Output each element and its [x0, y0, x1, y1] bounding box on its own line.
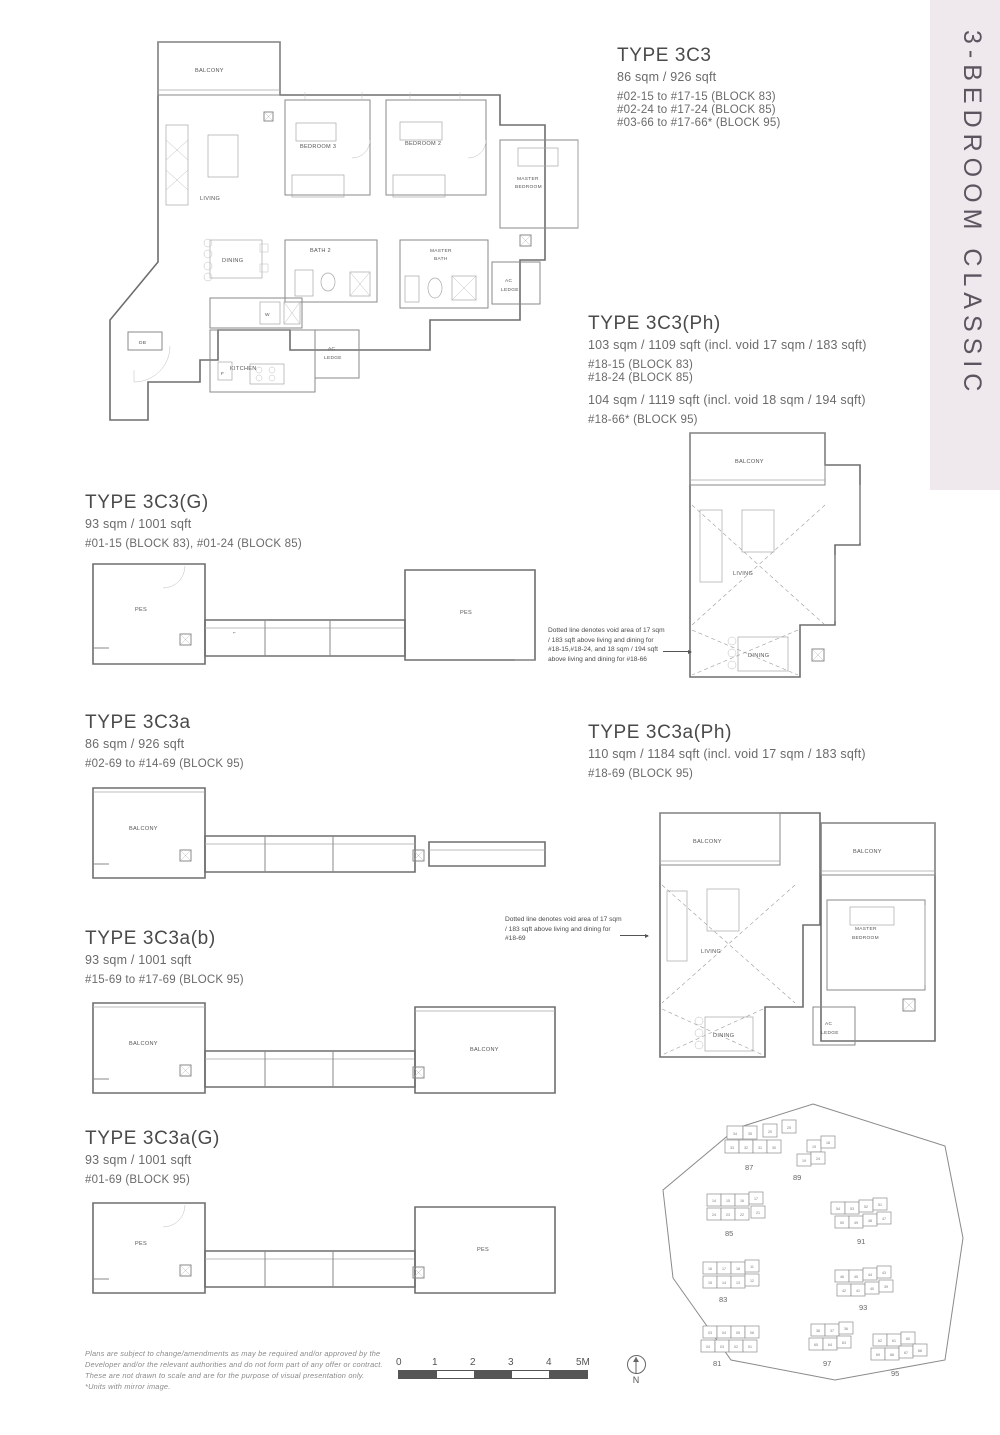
svg-text:49: 49 [854, 1221, 858, 1225]
room-label-ac-ledge: AC [328, 347, 336, 352]
svg-text:35: 35 [748, 1132, 752, 1136]
room-label-dining: DINING [748, 653, 770, 659]
plan-title: TYPE 3C3(G) [85, 492, 209, 513]
room-label-master-bath: MASTER [430, 249, 452, 254]
room-label-db: DB [139, 341, 147, 346]
room-label-ac-ledge: AC [825, 1022, 833, 1027]
plan-heading-3c3aph [588, 722, 948, 781]
svg-text:40: 40 [870, 1287, 874, 1291]
svg-text:03: 03 [708, 1331, 712, 1335]
svg-text:21: 21 [756, 1211, 760, 1215]
svg-text:37: 37 [830, 1329, 834, 1333]
plan-unit: #02-24 to #17-24 (BLOCK 85) [617, 104, 776, 116]
svg-text:64: 64 [828, 1343, 832, 1347]
room-label-pes: PES [135, 1241, 148, 1247]
side-tab-label: 3-BEDROOM CLASSIC [958, 30, 986, 398]
plan-unit: #02-69 to #14-69 (BLOCK 95) [85, 758, 244, 770]
svg-text:24: 24 [712, 1213, 716, 1217]
site-block-label: 89 [793, 1173, 802, 1182]
plan-title: TYPE 3C3(Ph) [588, 313, 721, 334]
room-label-pes: PES [477, 1247, 490, 1253]
svg-text:51: 51 [878, 1203, 882, 1207]
svg-text:04: 04 [722, 1331, 726, 1335]
room-label-ac-ledge: LEDGE [821, 1031, 839, 1036]
plan-area: 93 sqm / 1001 sqft [85, 1153, 192, 1167]
room-label-balcony: BALCONY [129, 1041, 158, 1047]
plan-unit: #18-66* (BLOCK 95) [588, 414, 698, 426]
svg-text:69: 69 [876, 1353, 880, 1357]
room-label-kitchen: KITCHEN [230, 366, 257, 372]
plan-unit: #01-69 (BLOCK 95) [85, 1174, 191, 1186]
site-block-label: 91 [857, 1237, 866, 1246]
plan-area: 86 sqm / 926 sqft [85, 737, 185, 751]
plan-unit: #01-15 (BLOCK 83), #01-24 (BLOCK 85) [85, 538, 302, 550]
svg-text:66: 66 [918, 1349, 922, 1353]
room-label-bath2: BATH 2 [310, 248, 331, 254]
svg-text:38: 38 [816, 1329, 820, 1333]
svg-text:17: 17 [722, 1267, 726, 1271]
svg-text:50: 50 [840, 1221, 844, 1225]
compass [619, 1355, 653, 1385]
svg-text:19: 19 [802, 1159, 806, 1163]
svg-text:16: 16 [708, 1267, 712, 1271]
room-label-balcony: BALCONY [195, 68, 224, 74]
disclaimer-text: Plans are subject to change/amendments as may be required and/or approved by the Developer and/or the relevant authorities and do not form part of any offer or contract. These are not drawn to scale and are for the purpose of visual presentation only. *Units with mirror image. [85, 1349, 383, 1392]
site-block-label: 87 [745, 1163, 754, 1172]
svg-text:15: 15 [708, 1281, 712, 1285]
room-label-living: LIVING [200, 196, 221, 202]
svg-text:06: 06 [750, 1331, 754, 1335]
floorplan-3c3a [85, 780, 565, 890]
svg-text:67: 67 [904, 1351, 908, 1355]
room-label-master-bedroom: MASTER [517, 177, 539, 182]
svg-text:20: 20 [768, 1130, 772, 1134]
room-label-ac-ledge: AC [505, 279, 513, 284]
plan-area-secondary: 104 sqm / 1119 sqft (incl. void 18 sqm / 194 sqft) [588, 393, 866, 407]
svg-text:18: 18 [826, 1141, 830, 1145]
svg-text:04: 04 [706, 1345, 710, 1349]
room-label-balcony: BALCONY [129, 826, 158, 832]
room-label-balcony: BALCONY [470, 1047, 499, 1053]
svg-text:44: 44 [868, 1273, 872, 1277]
void-note-1-arrow [663, 651, 691, 652]
plan-heading-3c3a [85, 712, 415, 771]
room-label-fridge: F [221, 372, 225, 377]
floorplan-3c3aph [615, 785, 955, 1075]
plan-area: 93 sqm / 1001 sqft [85, 953, 192, 967]
svg-text:65: 65 [814, 1343, 818, 1347]
floorplan-3c3ph [630, 425, 930, 725]
svg-text:46: 46 [840, 1275, 844, 1279]
svg-text:62: 62 [878, 1339, 882, 1343]
scale-tick: 5M [576, 1357, 590, 1368]
room-label-master-bedroom: BEDROOM [852, 936, 879, 941]
compass-needle-icon [627, 1355, 646, 1374]
svg-text:11: 11 [750, 1265, 754, 1269]
svg-text:42: 42 [842, 1289, 846, 1293]
svg-text:61: 61 [892, 1339, 896, 1343]
site-block-label: 95 [891, 1369, 900, 1378]
room-label-pes: PES [135, 607, 148, 613]
floorplan-3c3ab [85, 995, 575, 1105]
room-label-bedroom2: BEDROOM 2 [405, 141, 442, 147]
svg-text:13: 13 [736, 1281, 740, 1285]
plan-title: TYPE 3C3a(Ph) [588, 722, 733, 743]
plan-area: 93 sqm / 1001 sqft [85, 517, 192, 531]
site-block-label: 97 [823, 1359, 832, 1368]
room-label-master-bedroom: MASTER [855, 927, 877, 932]
svg-text:02: 02 [734, 1345, 738, 1349]
room-label-ac-ledge: LEDGE [324, 356, 342, 361]
plan-area: 86 sqm / 926 sqft [617, 70, 717, 84]
plan-area: 110 sqm / 1184 sqft (incl. void 17 sqm / 183 sqft) [588, 747, 866, 761]
room-label-balcony: BALCONY [693, 839, 722, 845]
svg-text:14: 14 [712, 1199, 716, 1203]
svg-text:⌐: ⌐ [233, 631, 237, 636]
room-label-balcony: BALCONY [735, 459, 764, 465]
svg-text:24: 24 [816, 1157, 820, 1161]
svg-text:03: 03 [720, 1345, 724, 1349]
plan-title: TYPE 3C3a [85, 712, 191, 733]
site-block-label: 83 [719, 1295, 728, 1304]
void-note-2-arrow [620, 935, 648, 936]
scale-tick: 4 [546, 1357, 552, 1368]
room-label-bedroom3: BEDROOM 3 [300, 144, 337, 150]
svg-text:17: 17 [754, 1197, 758, 1201]
void-note-2: Dotted line denotes void area of 17 sqm / 183 sqft above living and dining for #18-69 [505, 916, 622, 943]
svg-text:48: 48 [868, 1219, 872, 1223]
svg-text:16: 16 [740, 1199, 744, 1203]
svg-text:36: 36 [844, 1327, 848, 1331]
plan-unit: #03-66 to #17-66* (BLOCK 95) [617, 117, 781, 129]
svg-text:45: 45 [854, 1275, 858, 1279]
svg-text:25: 25 [787, 1126, 791, 1130]
room-label-living: LIVING [733, 571, 754, 577]
plan-heading-3c3ag [85, 1128, 415, 1187]
svg-text:39: 39 [884, 1285, 888, 1289]
room-label-ac-ledge: LEDGE [501, 288, 519, 293]
svg-text:63: 63 [842, 1341, 846, 1345]
plan-unit: #02-15 to #17-15 (BLOCK 83) [617, 91, 776, 103]
svg-text:12: 12 [750, 1279, 754, 1283]
scale-bar [398, 1357, 588, 1379]
plan-heading-3c3g [85, 492, 415, 551]
scale-tick: 2 [470, 1357, 476, 1368]
room-label-washer: W [265, 313, 270, 318]
floorplan-3c3g [85, 556, 565, 676]
plan-title: TYPE 3C3a(G) [85, 1128, 220, 1149]
site-block-label: 93 [859, 1303, 868, 1312]
room-label-master-bedroom: BEDROOM [515, 185, 542, 190]
plan-unit: #15-69 to #17-69 (BLOCK 95) [85, 974, 244, 986]
void-note-1: Dotted line denotes void area of 17 sqm / 183 sqft above living and dining for #18-15,#18-24, and 18 sqm / 194 sqft above living and dining for #18-66 [548, 627, 665, 663]
site-block-label: 85 [725, 1229, 734, 1238]
room-label-pes: PES [460, 610, 473, 616]
room-label-balcony: BALCONY [853, 849, 882, 855]
svg-text:41: 41 [856, 1289, 860, 1293]
room-label-dining: DINING [222, 258, 244, 264]
plan-title: TYPE 3C3 [617, 45, 712, 66]
room-label-dining: DINING [713, 1033, 735, 1039]
plan-unit: #18-15 (BLOCK 83) [588, 359, 694, 371]
plan-unit: #18-69 (BLOCK 95) [588, 768, 694, 780]
plan-heading-3c3ab [85, 928, 415, 987]
floorplan-3c3ag [85, 1195, 575, 1305]
scale-tick: 1 [432, 1357, 438, 1368]
room-label-living: LIVING [701, 949, 722, 955]
svg-text:32: 32 [744, 1146, 748, 1150]
svg-text:05: 05 [736, 1331, 740, 1335]
plan-area: 103 sqm / 1109 sqft (incl. void 17 sqm / 183 sqft) [588, 338, 867, 352]
svg-text:43: 43 [882, 1271, 886, 1275]
svg-text:01: 01 [748, 1345, 752, 1349]
svg-text:47: 47 [882, 1217, 886, 1221]
plan-heading-3c3 [617, 45, 947, 130]
svg-text:30: 30 [772, 1146, 776, 1150]
svg-text:60: 60 [906, 1337, 910, 1341]
scale-tick: 0 [396, 1357, 402, 1368]
svg-text:15: 15 [726, 1199, 730, 1203]
svg-text:53: 53 [850, 1207, 854, 1211]
svg-text:23: 23 [726, 1213, 730, 1217]
svg-text:22: 22 [740, 1213, 744, 1217]
room-label-master-bath: BATH [434, 257, 448, 262]
svg-text:68: 68 [890, 1353, 894, 1357]
svg-text:18: 18 [736, 1267, 740, 1271]
svg-text:19: 19 [812, 1145, 816, 1149]
svg-text:34: 34 [733, 1132, 737, 1136]
compass-label: N [632, 1375, 640, 1385]
site-map [645, 1098, 975, 1393]
svg-text:33: 33 [730, 1146, 734, 1150]
svg-text:14: 14 [722, 1281, 726, 1285]
svg-text:54: 54 [836, 1207, 840, 1211]
plan-heading-3c3ph [588, 313, 948, 427]
site-block-label: 81 [713, 1359, 722, 1368]
plan-title: TYPE 3C3a(b) [85, 928, 216, 949]
floorplan-3c3 [100, 30, 610, 430]
scale-tick: 3 [508, 1357, 514, 1368]
svg-text:31: 31 [758, 1146, 762, 1150]
svg-text:52: 52 [864, 1205, 868, 1209]
plan-unit: #18-24 (BLOCK 85) [588, 372, 694, 384]
